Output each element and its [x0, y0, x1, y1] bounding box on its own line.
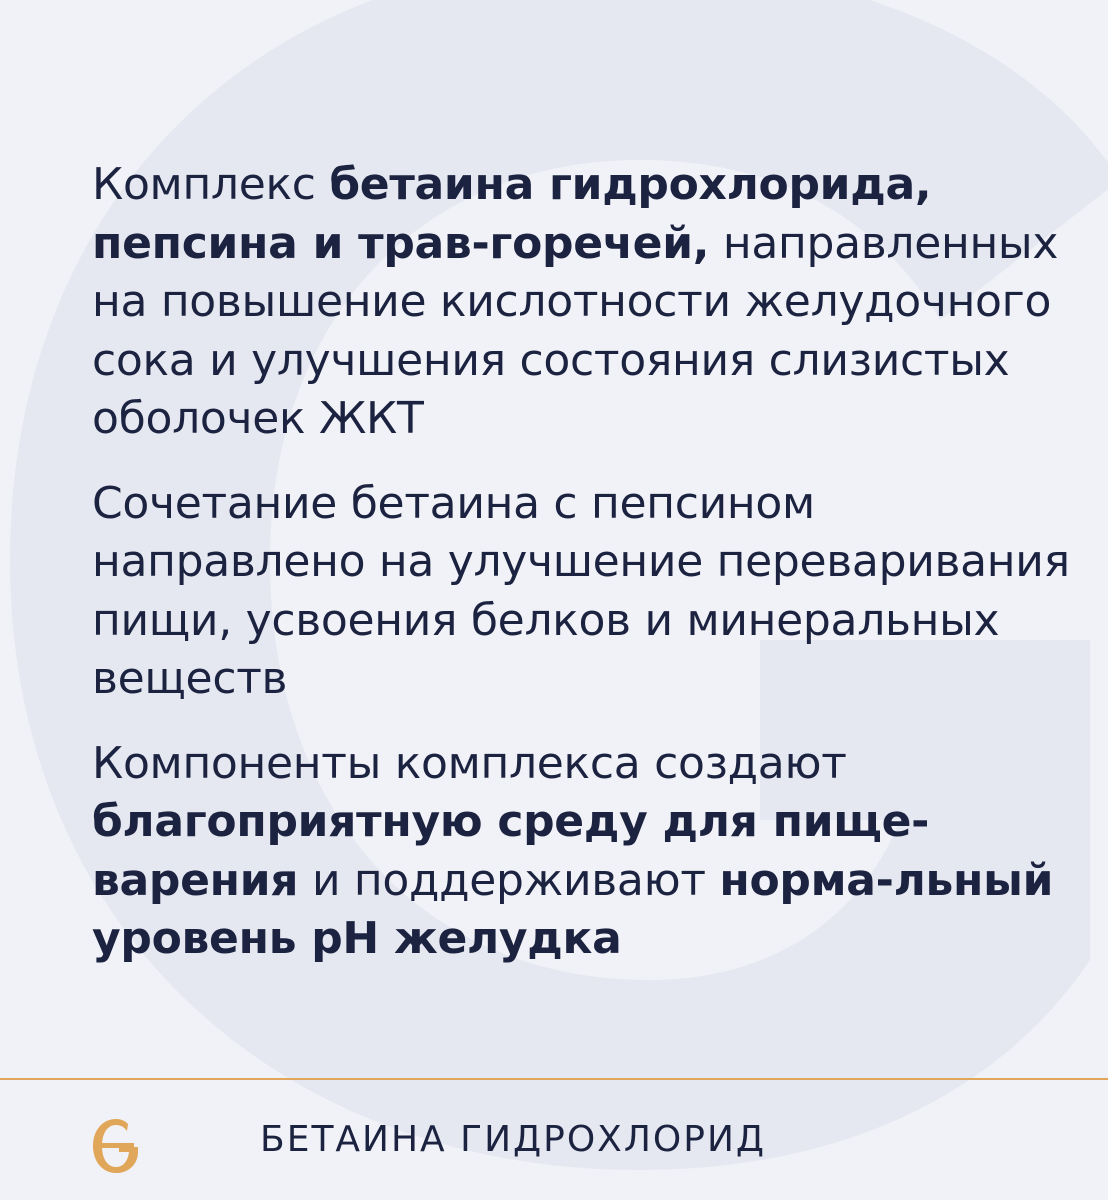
paragraph-1-part-2-bold: бетаина гидрохлорида, пепсина и трав-горечей, — [92, 159, 932, 269]
product-title: БЕТАИНА ГИДРОХЛОРИД — [260, 1119, 767, 1160]
footer — [0, 1080, 1108, 1200]
paragraph-2-part-1: Сочетание бетаина с пепсином направлено на улучшение переваривания пищи, усвоения белков и минеральных веществ — [92, 477, 1070, 704]
paragraph-1-part-3: направленных на повышение кислотности желудочного сока и улучшения состояния слизистых оболочек ЖКТ — [92, 217, 1059, 444]
main-text-block — [92, 156, 1082, 995]
paragraph-3-part-3: и поддерживают — [298, 854, 720, 906]
paragraph-1-part-1: Комплекс — [92, 159, 330, 210]
paragraph-3-part-4-bold: норма-льный уровень pH желудка — [92, 854, 1054, 964]
paragraph-2 — [92, 475, 1082, 709]
paragraph-3-part-2-bold: благоприятную среду для пище-варения — [92, 796, 930, 906]
brand-g-logo-icon — [86, 1114, 150, 1178]
paragraph-1 — [92, 156, 1082, 449]
paragraph-3 — [92, 735, 1082, 969]
paragraph-3-part-1: Компоненты комплекса создают — [92, 737, 847, 789]
